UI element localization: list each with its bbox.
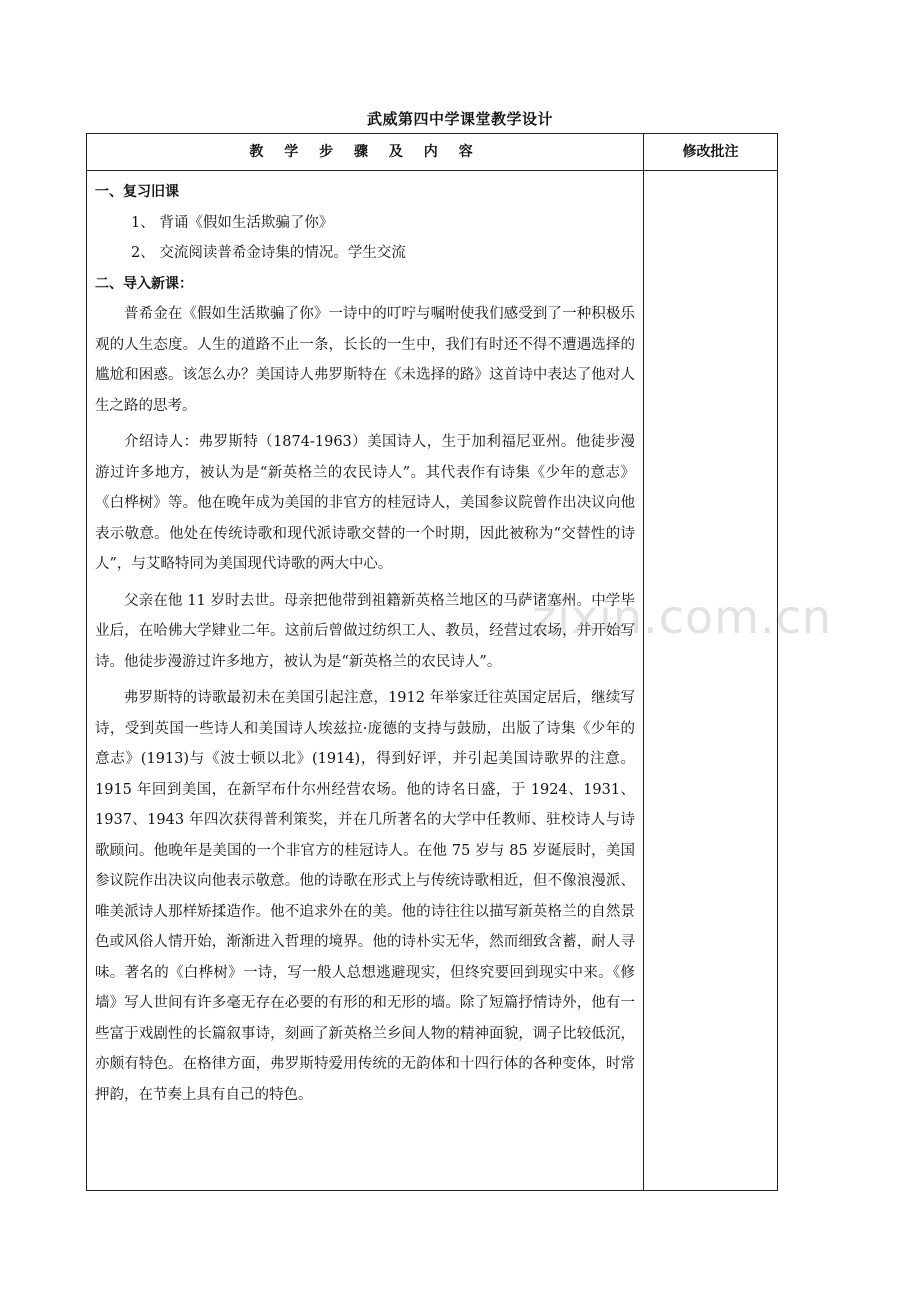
header-steps-content: 教 学 步 骤 及 内 容 <box>249 144 481 160</box>
document-title: 武威第四中学课堂教学设计 <box>366 110 553 128</box>
watermark-text: zixin.com.cn <box>532 590 833 644</box>
section-heading-intro: 二、导入新课： <box>95 275 193 292</box>
paragraph: 普希金在《假如生活欺骗了你》一诗中的叮咛与嘱咐使我们感受到了一种积极乐观的人生态度。人生的道路不止一条，长长的一生中，我们有时还不得不遭遇选择的尴尬和困惑。该怎么办？美国诗人弗罗斯特在《未选择的路》这首诗中表达了他对人生之路的思考。 <box>95 306 635 414</box>
section-heading-review: 一、复习旧课 <box>95 184 179 200</box>
paragraph: 弗罗斯特的诗歌最初未在美国引起注意，1912 年举家迁往英国定居后，继续写诗，受到英国一些诗人和美国诗人埃兹拉·庞德的支持与鼓励，出版了诗集《少年的意志》(1913)与《波士顿以北》(1914)，得到好评，并引起美国诗歌界的注意。1915 年回到美国，在新罕布什尔州经营农场。他的诗名日盛，于 1924、1931、1937、1943 年四次获得普利策奖，并在几所著名的大学中任教师、驻校诗人与诗歌顾问。他晚年是美国的一个非官方的桂冠诗人。在他 75 岁与 85 岁诞辰时，美国参议院作出决议向他表示敬意。他的诗歌在形式上与传统诗歌相近，但不像浪漫派、唯美派诗人那样矫揉造作。他不追求外在的美。他的诗往往以描写新英格兰的自然景色或风俗人情开始，渐渐进入哲理的境界。他的诗朴实无华，然而细致含蓄，耐人寻味。著名的《白桦树》一诗，写一般人总想逃避现实，但终究要回到现实中来。《修墙》写人世间有许多毫无存在必要的有形的和无形的墙。除了短篇抒情诗外，他有一些富于戏剧性的长篇叙事诗，刻画了新英格兰乡间人物的精神面貌，调子比较低沉，亦颇有特色。在格律方面，弗罗斯特爱用传统的无韵体和十四行体的各种变体，时常押韵，在节奏上具有自己的特色。 <box>95 690 635 1103</box>
lesson-plan-table <box>86 133 778 1191</box>
lesson-content-cell <box>95 177 635 1116</box>
column-divider <box>643 134 644 1190</box>
list-item: 2、 交流阅读普希金诗集的情况。学生交流 <box>131 245 406 261</box>
list-item: 1、 背诵《假如生活欺骗了你》 <box>131 214 334 231</box>
paragraph: 父亲在他 11 岁时去世。母亲把他带到祖籍新英格兰地区的马萨诸塞州。中学毕业后，在哈佛大学肄业二年。这前后曾做过纺织工人、教员，经营过农场，并开始写诗。他徒步漫游过许多地方，被认为是“新英格兰的农民诗人”。 <box>95 592 635 670</box>
table-header-row <box>87 134 777 171</box>
header-revision-notes: 修改批注 <box>682 144 739 160</box>
paragraph: 介绍诗人：弗罗斯特（1874-1963）美国诗人，生于加利福尼亚州。他徒步漫游过许多地方，被认为是“新英格兰的农民诗人”。其代表作有诗集《少年的意志》《白桦树》等。他在晚年成为美国的非官方的桂冠诗人，美国参议院曾作出决议向他表示敬意。他处在传统诗歌和现代派诗歌交替的一个时期，因此被称为“交替性的诗人”，与艾略特同为美国现代诗歌的两大中心。 <box>95 434 635 572</box>
